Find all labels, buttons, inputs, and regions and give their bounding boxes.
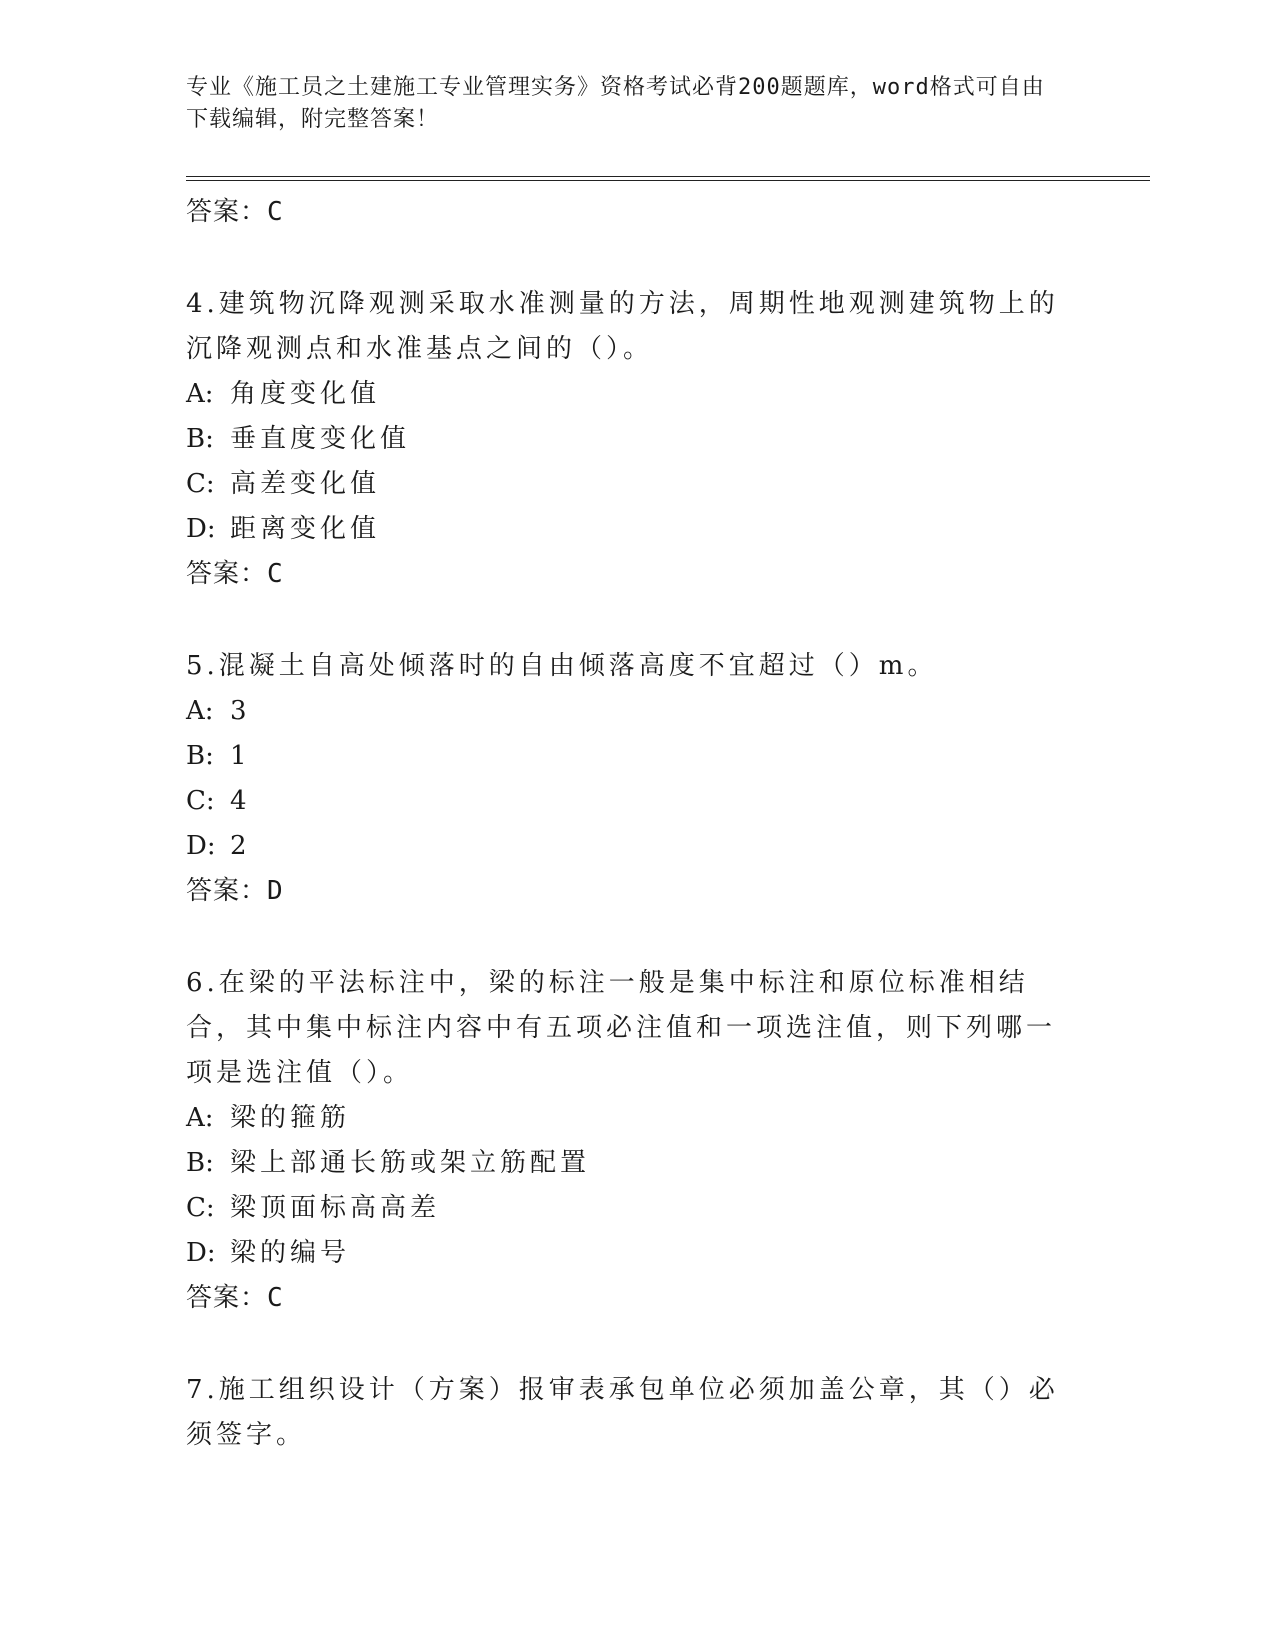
header-divider [186, 176, 1150, 181]
answer-line [186, 1276, 1066, 1321]
option-letter: B: [186, 741, 214, 771]
option-letter: D: [186, 514, 216, 544]
option-b [186, 1141, 1066, 1186]
option-text: 梁上部通长筋或架立筋配置 [230, 1148, 591, 1178]
option-d [186, 1231, 1066, 1276]
option-text: 4 [230, 786, 251, 816]
option-letter: B: [186, 1148, 214, 1178]
question-text: 5.混凝土自高处倾落时的自由倾落高度不宜超过（）m。 [186, 651, 938, 681]
answer-label: 答案： [186, 1283, 268, 1313]
option-letter: A: [186, 696, 214, 726]
answer-line [186, 552, 1066, 597]
answer-line [186, 869, 1066, 914]
option-a [186, 689, 1066, 734]
option-c [186, 462, 1066, 507]
option-letter: A: [186, 379, 214, 409]
answer-value: C [267, 197, 284, 227]
question-text: 4.建筑物沉降观测采取水准测量的方法，周期性地观测建筑物上的沉降观测点和水准基点之间的（）。 [186, 289, 1059, 364]
option-text: 角度变化值 [230, 379, 381, 409]
option-text: 2 [230, 831, 251, 861]
answer-label: 答案： [186, 559, 268, 589]
question-list [186, 190, 1066, 1458]
question-text: 7.施工组织设计（方案）报审表承包单位必须加盖公章，其（）必须签字。 [186, 1375, 1059, 1450]
question-item [186, 282, 1066, 597]
option-a [186, 372, 1066, 417]
option-letter: A: [186, 1103, 214, 1133]
option-text: 梁的箍筋 [230, 1103, 351, 1133]
header-title: 专业《施工员之土建施工专业管理实务》资格考试必背200题题库，word格式可自由下载编辑，附完整答案！ [186, 75, 1045, 132]
question-item [186, 961, 1066, 1321]
option-text: 3 [230, 696, 251, 726]
option-letter: B: [186, 424, 214, 454]
option-text: 1 [230, 741, 251, 771]
option-text: 梁顶面标高高差 [230, 1193, 441, 1223]
option-letter: C: [186, 1193, 215, 1223]
option-text: 垂直度变化值 [230, 424, 411, 454]
option-a [186, 1096, 1066, 1141]
option-d [186, 824, 1066, 869]
option-c [186, 779, 1066, 824]
option-letter: C: [186, 469, 215, 499]
option-text: 高差变化值 [230, 469, 381, 499]
answer-value: C [267, 559, 284, 589]
answer-line [186, 190, 1066, 235]
option-b [186, 734, 1066, 779]
option-letter: C: [186, 786, 215, 816]
answer-value: C [267, 1283, 284, 1313]
option-d [186, 507, 1066, 552]
option-b [186, 417, 1066, 462]
question-text: 6.在梁的平法标注中，梁的标注一般是集中标注和原位标准相结合，其中集中标注内容中有五项必注值和一项选注值，则下列哪一项是选注值（）。 [186, 968, 1057, 1088]
question-item [186, 644, 1066, 914]
question-item [186, 1368, 1066, 1458]
option-c [186, 1186, 1066, 1231]
answer-value: D [267, 876, 284, 906]
page-header [186, 72, 1066, 136]
answer-label: 答案： [186, 197, 268, 227]
option-letter: D: [186, 831, 216, 861]
option-letter: D: [186, 1238, 216, 1268]
option-text: 梁的编号 [230, 1238, 351, 1268]
answer-label: 答案： [186, 876, 268, 906]
option-text: 距离变化值 [230, 514, 381, 544]
